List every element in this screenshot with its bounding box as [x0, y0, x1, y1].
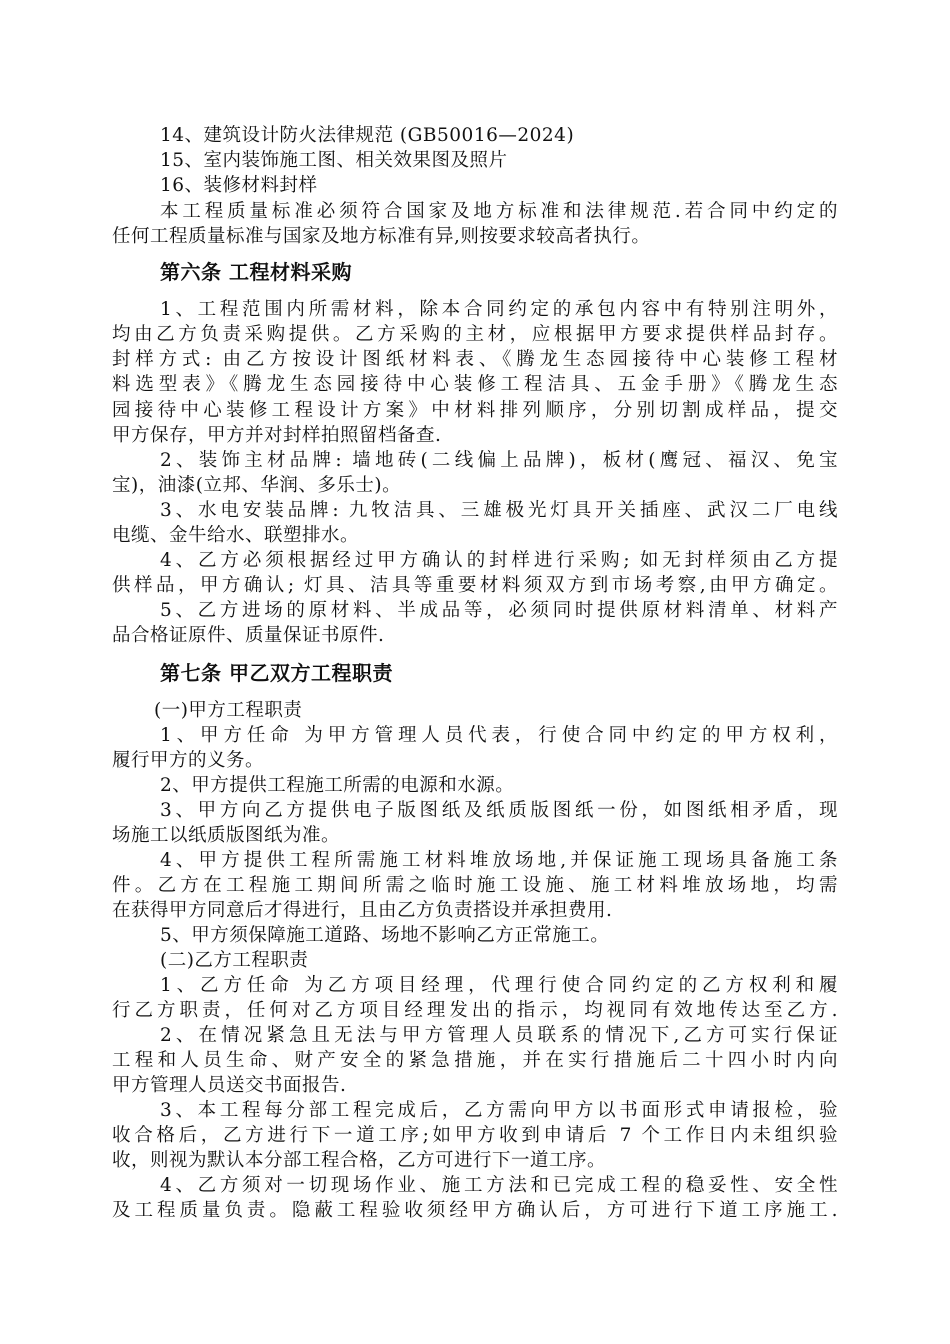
paragraph-line: 2、甲方提供工程施工所需的电源和水源。 — [160, 775, 515, 796]
paragraph-line: 料选型表》《腾龙生态园接待中心装修工程洁具、五金手册》《腾龙生态 — [112, 374, 838, 395]
standard-item-15: 15、室内装饰施工图、相关效果图及照片 — [160, 150, 508, 171]
section-heading-article-7: 第七条 甲乙双方工程职责 — [160, 661, 393, 685]
paragraph-line: 品合格证原件、质量保证书原件. — [112, 625, 385, 646]
paragraph-line: 收，则视为默认本分部工程合格，乙方可进行下一道工序。 — [112, 1150, 607, 1171]
paragraph-line: 封样方式: 由乙方按设计图纸材料表、《腾龙生态园接待中心装修工程材 — [112, 349, 838, 370]
paragraph-line: 1、乙方任命 为乙方项目经理，代理行使合同约定的乙方权利和履 — [160, 975, 838, 996]
paragraph-line: 2、在情况紧急且无法与甲方管理人员联系的情况下,乙方可实行保证 — [160, 1025, 838, 1046]
paragraph-line: 均由乙方负责采购提供。乙方采购的主材，应根据甲方要求提供样品封存。 — [112, 324, 838, 345]
subsection-heading-party-a: (一)甲方工程职责 — [154, 700, 303, 721]
paragraph-line: 任何工程质量标准与国家及地方标准有异,则按要求较高者执行。 — [112, 226, 651, 247]
paragraph-line: 本工程质量标准必须符合国家及地方标准和法律规范.若合同中约定的 — [160, 201, 838, 222]
paragraph-line: 园接待中心装修工程设计方案》中材料排列顺序，分别切割成样品，提交 — [112, 400, 838, 421]
paragraph-line: 4、甲方提供工程所需施工材料堆放场地,并保证施工现场具备施工条 — [160, 850, 838, 871]
paragraph-line: 3、甲方向乙方提供电子版图纸及纸质版图纸一份，如图纸相矛盾，现 — [160, 800, 838, 821]
paragraph-line: 宝)，油漆(立邦、华润、多乐士)。 — [112, 475, 402, 496]
paragraph-line: 甲方保存，甲方并对封样拍照留档备查. — [112, 425, 442, 446]
paragraph-line: 甲方管理人员送交书面报告. — [112, 1075, 347, 1096]
paragraph-line: 履行甲方的义务。 — [112, 750, 265, 771]
paragraph-line: 及工程质量负责。隐蔽工程验收须经甲方确认后，方可进行下道工序施工. — [112, 1200, 838, 1221]
paragraph-line: 供样品，甲方确认; 灯具、洁具等重要材料须双方到市场考察,由甲方确定。 — [112, 575, 838, 596]
paragraph-line: 行乙方职责，任何对乙方项目经理发出的指示，均视同有效地传达至乙方. — [112, 1000, 838, 1021]
subsection-heading-party-b: (二)乙方工程职责 — [160, 950, 309, 971]
standard-item-16: 16、装修材料封样 — [160, 175, 318, 196]
paragraph-line: 在获得甲方同意后才得进行，且由乙方负责搭设并承担费用. — [112, 900, 613, 921]
standard-item-14: 14、建筑设计防火法律规范 (GB50016—2024) — [160, 125, 575, 146]
paragraph-line: 1、工程范围内所需材料，除本合同约定的承包内容中有特别注明外， — [160, 299, 838, 320]
paragraph-line: 收合格后，乙方进行下一道工序;如甲方收到申请后 7 个工作日内未组织验 — [112, 1125, 838, 1146]
paragraph-line: 3、本工程每分部工程完成后，乙方需向甲方以书面形式申请报检，验 — [160, 1100, 838, 1121]
section-heading-article-6: 第六条 工程材料采购 — [160, 260, 352, 284]
paragraph-line: 件。乙方在工程施工期间所需之临时施工设施、施工材料堆放场地，均需 — [112, 875, 838, 896]
paragraph-line: 工程和人员生命、财产安全的紧急措施，并在实行措施后二十四小时内向 — [112, 1050, 838, 1071]
paragraph-line: 1、甲方任命 为甲方管理人员代表，行使合同中约定的甲方权利， — [160, 725, 838, 746]
paragraph-line: 5、甲方须保障施工道路、场地不影响乙方正常施工。 — [160, 925, 610, 946]
paragraph-line: 4、乙方必须根据经过甲方确认的封样进行采购; 如无封样须由乙方提 — [160, 550, 838, 571]
paragraph-line: 4、乙方须对一切现场作业、施工方法和已完成工程的稳妥性、安全性 — [160, 1175, 838, 1196]
paragraph-line: 3、水电安装品牌: 九牧洁具、三雄极光灯具开关插座、武汉二厂电线 — [160, 500, 838, 521]
paragraph-line: 2、装饰主材品牌: 墙地砖(二线偏上品牌)，板材(鹰冠、福汉、免宝 — [160, 450, 838, 471]
paragraph-line: 场施工以纸质版图纸为准。 — [112, 825, 341, 846]
paragraph-line: 电缆、金牛给水、联塑排水。 — [112, 525, 360, 546]
paragraph-line: 5、乙方进场的原材料、半成品等，必须同时提供原材料清单、材料产 — [160, 600, 838, 621]
